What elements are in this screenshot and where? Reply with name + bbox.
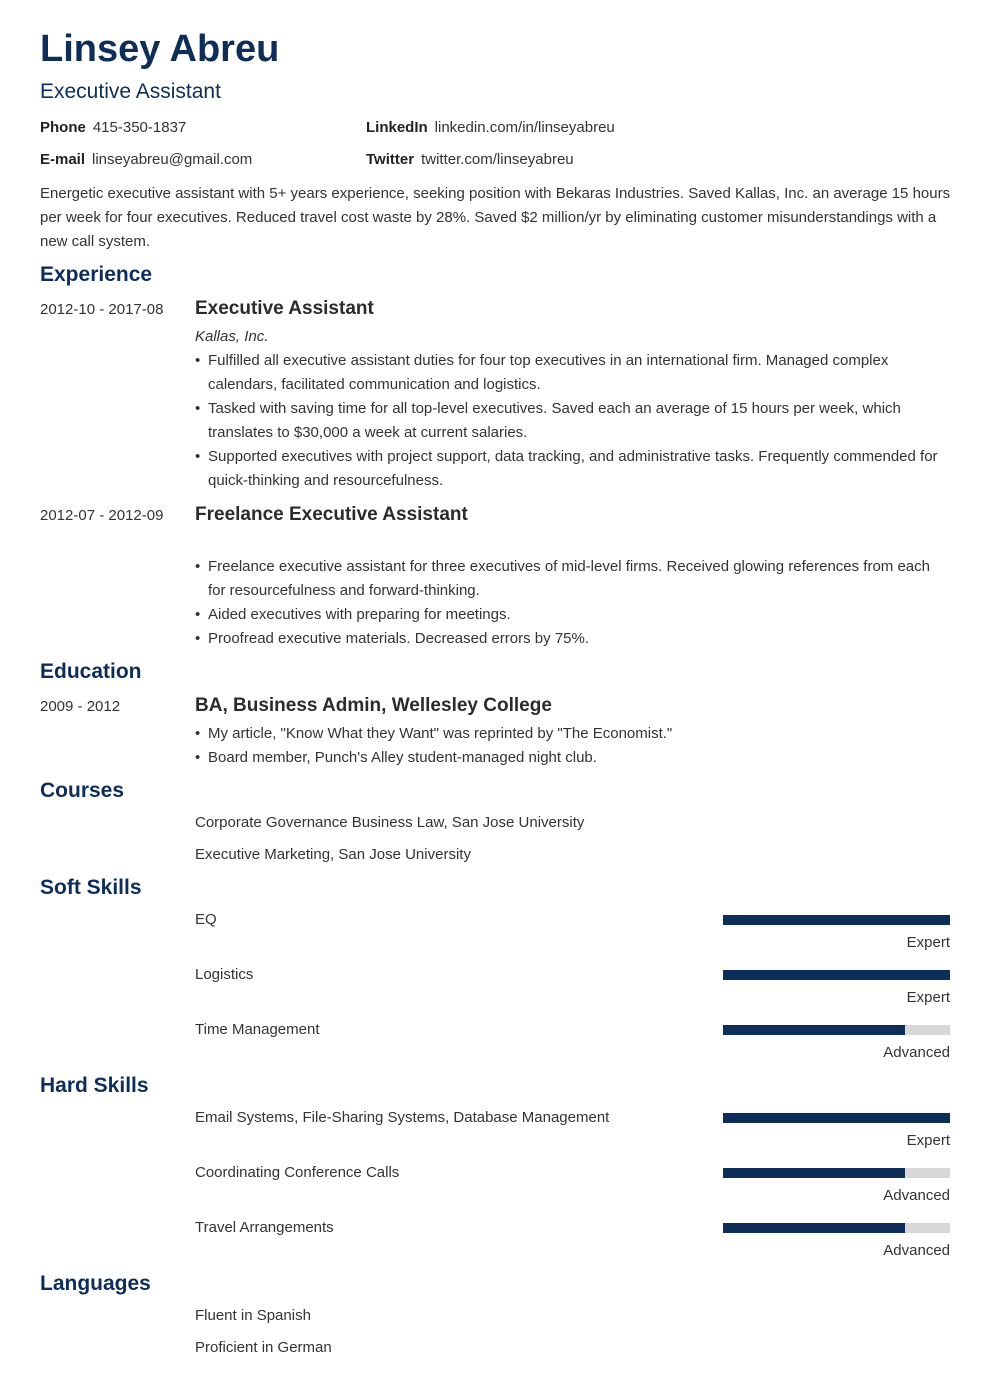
skill-level-bar — [723, 1113, 950, 1123]
twitter-value[interactable]: twitter.com/linseyabreu — [421, 151, 574, 168]
linkedin-label: LinkedIn — [366, 119, 428, 136]
candidate-name: Linsey Abreu — [40, 28, 280, 70]
skill-level-label: Expert — [906, 989, 950, 1006]
skill-level-fill — [723, 1168, 905, 1178]
job-bullets — [195, 349, 950, 493]
summary-paragraph: Energetic executive assistant with 5+ years experience, seeking position with Bekaras Industries. Saved Kallas, Inc. an average 15 hours per week for four executives. Reduced travel cost waste by 28%. Saved $2 million/yr by eliminating customer misunderstandings with a new call system. — [40, 185, 951, 250]
job-bullets — [195, 555, 950, 651]
contact-phone — [40, 118, 186, 138]
job-bullet: • Tasked with saving time for all top-level executives. Saved each an average of 15 hours per week, which translates to $30,000 a week at current salaries. — [195, 397, 950, 445]
education-bullet: • Board member, Punch's Alley student-managed night club. — [195, 746, 950, 770]
course-item: Executive Marketing, San Jose University — [195, 846, 471, 863]
skill-level-fill — [723, 1223, 905, 1233]
job-bullet: • Aided executives with preparing for meetings. — [195, 603, 950, 627]
skill-level-fill — [723, 1113, 950, 1123]
courses-heading: Courses — [40, 779, 125, 802]
skill-name: Time Management — [195, 1021, 320, 1038]
job-company: Kallas, Inc. — [195, 328, 269, 345]
course-item: Corporate Governance Business Law, San Jose University — [195, 814, 585, 831]
job-bullet: • Supported executives with project support, data tracking, and administrative tasks. Frequently commended for quick-thinking and resourcefulness. — [195, 445, 950, 493]
skill-level-bar — [723, 1168, 950, 1178]
job-dates: 2012-07 - 2012-09 — [40, 507, 164, 524]
skill-name: EQ — [195, 911, 217, 928]
linkedin-value[interactable]: linkedin.com/in/linseyabreu — [434, 119, 615, 136]
skill-level-label: Expert — [906, 934, 950, 951]
skill-name: Email Systems, File-Sharing Systems, Database Management — [195, 1109, 610, 1126]
skill-name: Coordinating Conference Calls — [195, 1164, 400, 1181]
candidate-title: Executive Assistant — [40, 80, 221, 103]
job-bullet: • Proofread executive materials. Decreased errors by 75%. — [195, 627, 950, 651]
skill-level-label: Advanced — [883, 1187, 950, 1204]
education-degree: BA, Business Admin, Wellesley College — [195, 695, 552, 716]
skill-level-label: Advanced — [883, 1242, 950, 1259]
skill-level-bar — [723, 1223, 950, 1233]
skill-level-bar — [723, 915, 950, 925]
education-bullets — [195, 722, 950, 770]
skill-level-label: Advanced — [883, 1044, 950, 1061]
job-bullet: • Freelance executive assistant for three executives of mid-level firms. Received glowing references from each for resourcefulness and forward-thinking. — [195, 555, 950, 603]
education-heading: Education — [40, 660, 142, 683]
education-dates: 2009 - 2012 — [40, 698, 121, 715]
skill-level-fill — [723, 1025, 905, 1035]
experience-heading: Experience — [40, 263, 153, 286]
twitter-label: Twitter — [366, 151, 415, 168]
education-bullet: • My article, "Know What they Want" was reprinted by "The Economist." — [195, 722, 950, 746]
contact-email — [40, 150, 252, 170]
skill-name: Logistics — [195, 966, 254, 983]
hard-skills-heading: Hard Skills — [40, 1074, 149, 1097]
job-title: Executive Assistant — [195, 298, 374, 319]
skill-level-bar — [723, 1025, 950, 1035]
contact-twitter — [366, 150, 574, 170]
email-value[interactable]: linseyabreu@gmail.com — [92, 151, 253, 168]
skill-level-fill — [723, 970, 950, 980]
skill-name: Travel Arrangements — [195, 1219, 334, 1236]
phone-label: Phone — [40, 119, 86, 136]
email-label: E-mail — [40, 151, 86, 168]
job-title: Freelance Executive Assistant — [195, 504, 468, 525]
phone-value: 415-350-1837 — [92, 119, 187, 136]
soft-skills-heading: Soft Skills — [40, 876, 142, 899]
language-item: Fluent in Spanish — [195, 1307, 311, 1324]
languages-heading: Languages — [40, 1272, 151, 1295]
language-item: Proficient in German — [195, 1339, 332, 1356]
skill-level-label: Expert — [906, 1132, 950, 1149]
skill-level-bar — [723, 970, 950, 980]
job-bullet: • Fulfilled all executive assistant duties for four top executives in an international firm. Managed complex calendars, facilitated communication and logistics. — [195, 349, 950, 397]
job-dates: 2012-10 - 2017-08 — [40, 301, 164, 318]
contact-linkedin — [366, 118, 615, 138]
skill-level-fill — [723, 915, 950, 925]
